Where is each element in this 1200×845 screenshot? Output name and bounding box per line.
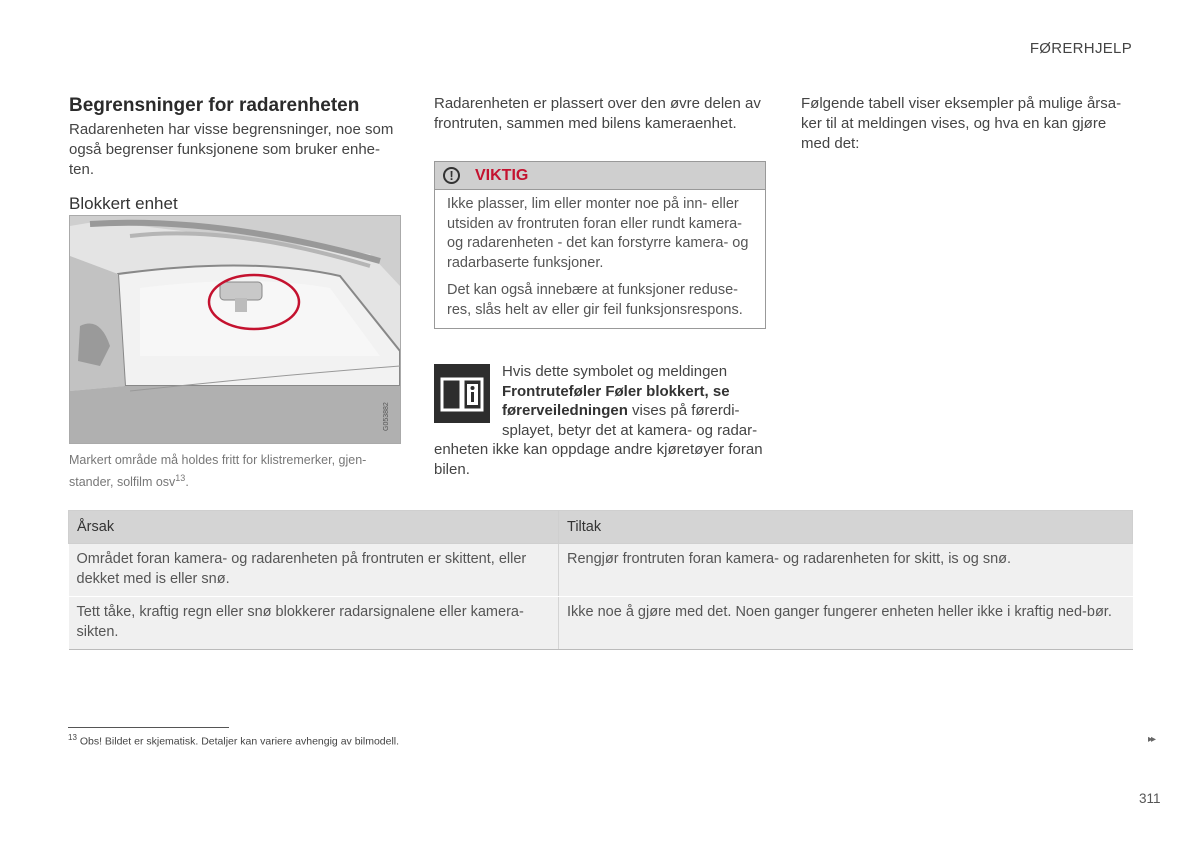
causes-table	[68, 510, 1133, 650]
placement-paragraph: Radarenheten er plassert over den øvre delen av frontruten, sammen med bilens kameraenhet.	[434, 95, 761, 132]
subheading-blocked-unit: Blokkert enhet	[69, 194, 178, 213]
column-middle	[434, 94, 766, 134]
caption-period: .	[185, 475, 189, 490]
warning-title: VIKTIG	[475, 166, 529, 184]
note-message-bold-1: Frontruteføler Føler blokkert, se	[502, 382, 730, 400]
next-page-arrows-icon[interactable]: ▸▸	[1148, 734, 1155, 745]
warning-paragraph-2: Det kan også innebære at funksjoner reduse-res, slås helt av eller gir feil funksjonsrespons.	[447, 282, 743, 318]
windshield-illustration	[69, 215, 401, 444]
table-cell: Tett tåke, kraftig regn eller snø blokkerer radarsignalene eller kamera-sikten.	[69, 597, 559, 650]
column-header-action: Tiltak	[559, 511, 1133, 544]
figure-code: G053882	[383, 402, 390, 431]
table-cell: Rengjør frontruten foran kamera- og radarenheten for skitt, is og snø.	[559, 544, 1133, 597]
column-header-cause: Årsak	[69, 511, 559, 544]
table-cell: Ikke noe å gjøre med det. Noen ganger fungerer enheten heller ikke i kraftig ned-bør.	[559, 597, 1133, 650]
note-line-1: Hvis dette symbolet og meldingen	[502, 363, 728, 380]
exclamation-icon: !	[443, 167, 460, 184]
table-cell: Området foran kamera- og radarenheten på frontruten er skittent, eller dekket med is eller snø.	[69, 544, 559, 597]
page-title: Begrensninger for radarenheten	[69, 95, 360, 116]
windshield-drawing	[70, 216, 400, 443]
column-left	[69, 94, 401, 215]
symbol-note	[434, 362, 766, 479]
footnote	[68, 733, 399, 748]
table-intro-paragraph: Følgende tabell viser eksempler på mulige årsa-ker til at meldingen vises, og hva en kan gjøre med det:	[801, 95, 1122, 152]
footnote-divider	[68, 727, 229, 728]
page-number: 311	[1139, 791, 1161, 806]
note-tail: enheten ikke kan oppdage andre kjøretøyer foran bilen.	[434, 441, 763, 478]
note-message-bold-2: førerveiledningen	[502, 402, 628, 419]
table-row	[69, 597, 1133, 650]
warning-paragraph-1: Ikke plasser, lim eller monter noe på inn- eller utsiden av frontruten foran eller rundt kamera- og radarenheten - det kan forstyrre kamera- og radarbaserte funksjoner.	[447, 196, 749, 271]
table-header-row	[69, 511, 1133, 544]
warning-header	[435, 162, 765, 190]
warning-box	[434, 161, 766, 329]
caption-footnote-ref[interactable]: 13	[175, 473, 186, 483]
note-line-4: splayet, betyr det at kamera- og radar-	[502, 421, 758, 439]
figure-caption	[69, 451, 389, 491]
intro-paragraph: Radarenheten har visse begrensninger, noe som også begrenser funksjonene som bruker enhe-ten.	[69, 121, 394, 178]
warning-body	[435, 190, 765, 320]
footnote-number: 13	[68, 733, 77, 742]
column-right	[801, 94, 1131, 154]
caption-text: Markert område må holdes fritt for klistremerker, gjen-stander, solfilm osv	[69, 453, 367, 490]
section-header: FØRERHJELP	[1029, 40, 1132, 57]
footnote-text: Obs! Bildet er skjematisk. Detaljer kan variere avhengig av bilmodell.	[79, 735, 400, 748]
note-line-3-rest: vises på førerdi-	[627, 402, 740, 419]
table-row	[69, 544, 1133, 597]
